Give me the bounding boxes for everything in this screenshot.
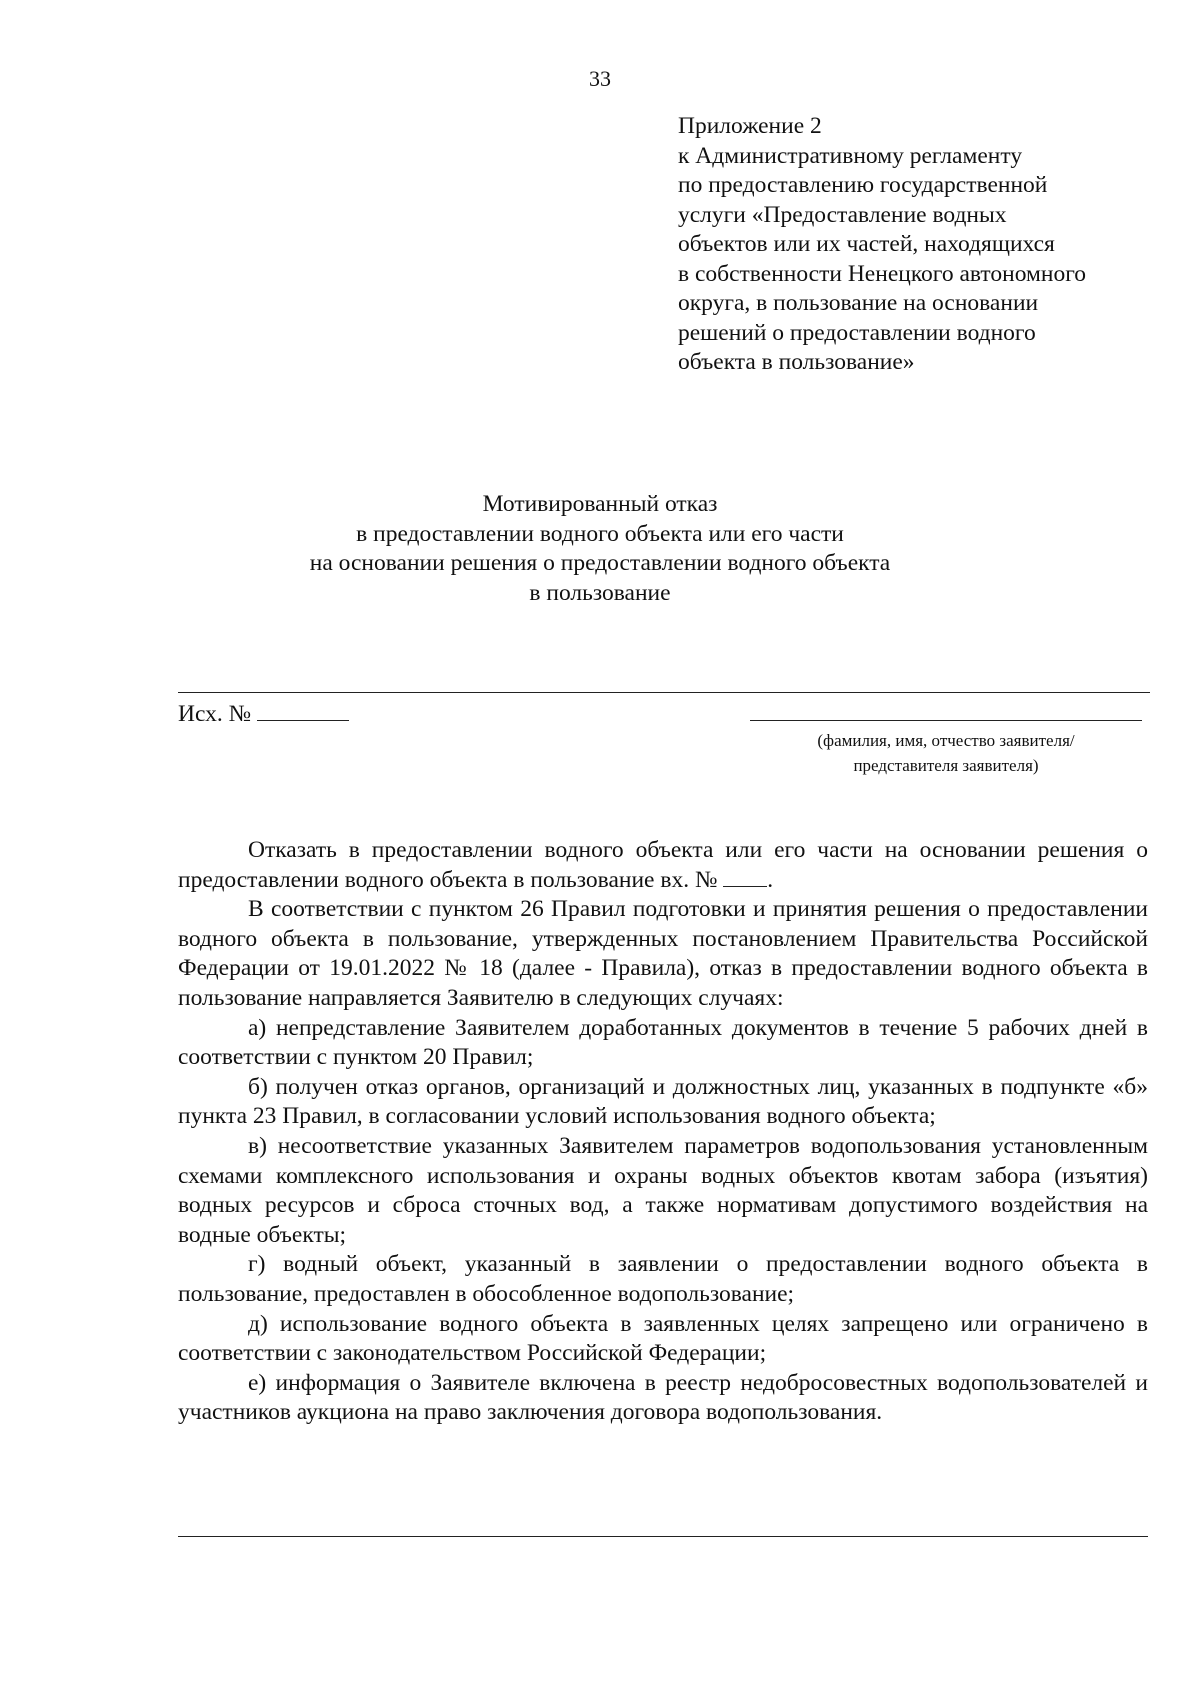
refusal-text-end: . xyxy=(767,866,774,893)
title-line: Мотивированный отказ xyxy=(482,491,718,517)
appendix-line: по предоставлению государственной xyxy=(678,172,1048,198)
case-item: е) информация о Заявителе включена в реестр недобросовестных водопользователей и участников аукциона на право заключения договора водопользования. xyxy=(178,1369,1148,1426)
basis-paragraph: В соответствии с пунктом 26 Правил подготовки и принятия решения о предоставлении водного объекта в пользование, утвержденных постановлением Правительства Российской Федерации от 19.01.2022 № 18 (далее - Правила), отказ в предоставлении водного объекта в пользование направляется Заявителю в следующих случаях: xyxy=(178,896,1148,1011)
appendix-line: округа, в пользование на основании xyxy=(678,290,1039,316)
applicant-caption xyxy=(750,728,1142,778)
case-item: а) непредставление Заявителем доработанных документов в течение 5 рабочих дней в соответствии с пунктом 20 Правил; xyxy=(178,1014,1148,1071)
case-item: б) получен отказ органов, организаций и должностных лиц, указанных в подпункте «б» пункта 23 Правил, в согласовании условий использования водного объекта; xyxy=(178,1073,1148,1130)
page-number: 33 xyxy=(589,66,611,91)
appendix-line: Приложение 2 xyxy=(678,113,822,139)
applicant-caption-line: (фамилия, имя, отчество заявителя/ xyxy=(817,731,1075,750)
appendix-line: объектов или их частей, находящихся xyxy=(678,231,1055,257)
applicant-caption-line: представителя заявителя) xyxy=(853,756,1039,775)
appendix-line: объекта в пользование» xyxy=(678,349,915,375)
case-item: г) водный объект, указанный в заявлении о предоставлении водного объекта в пользование, предоставлен в обособленное водопользование; xyxy=(178,1251,1148,1307)
appendix-line: в собственности Ненецкого автономного xyxy=(678,260,1087,287)
incoming-number-blank xyxy=(723,866,767,887)
title-line: в предоставлении водного объекта или его части xyxy=(356,520,844,547)
case-item: в) несоответствие указанных Заявителем параметров водопользования установленным схемами комплексного использования и охраны водных объектов квотам забора (изъятия) водных ресурсов и сброса сточных вод, а также нормативам допустимого воздействия на водные объекты; xyxy=(178,1132,1148,1248)
refusal-text: Отказать в предоставлении водного объекта или его части на основании решения о предоставлении водного объекта в пользование вх. № xyxy=(178,837,1148,893)
outgoing-number-blank xyxy=(257,698,349,721)
appendix-line: услуги «Предоставление водных xyxy=(678,201,1007,228)
title-line: на основании решения о предоставлении водного объекта xyxy=(309,550,891,576)
document-title xyxy=(0,490,1200,608)
outgoing-number-label: Исх. № xyxy=(178,701,252,727)
appendix-header xyxy=(678,112,1178,378)
body-text xyxy=(178,836,1148,1428)
title-line: в пользование xyxy=(529,579,671,606)
bottom-divider xyxy=(178,1536,1148,1537)
appendix-line: решений о предоставлении водного xyxy=(678,319,1036,346)
applicant-name-blank xyxy=(750,720,1142,721)
appendix-line: к Административному регламенту xyxy=(678,142,1023,169)
top-divider xyxy=(178,692,1150,693)
refusal-paragraph xyxy=(178,836,1148,895)
case-item: д) использование водного объекта в заявленных целях запрещено или ограничено в соответствии с законодательством Российской Федерации; xyxy=(178,1310,1148,1367)
outgoing-number xyxy=(178,698,349,728)
